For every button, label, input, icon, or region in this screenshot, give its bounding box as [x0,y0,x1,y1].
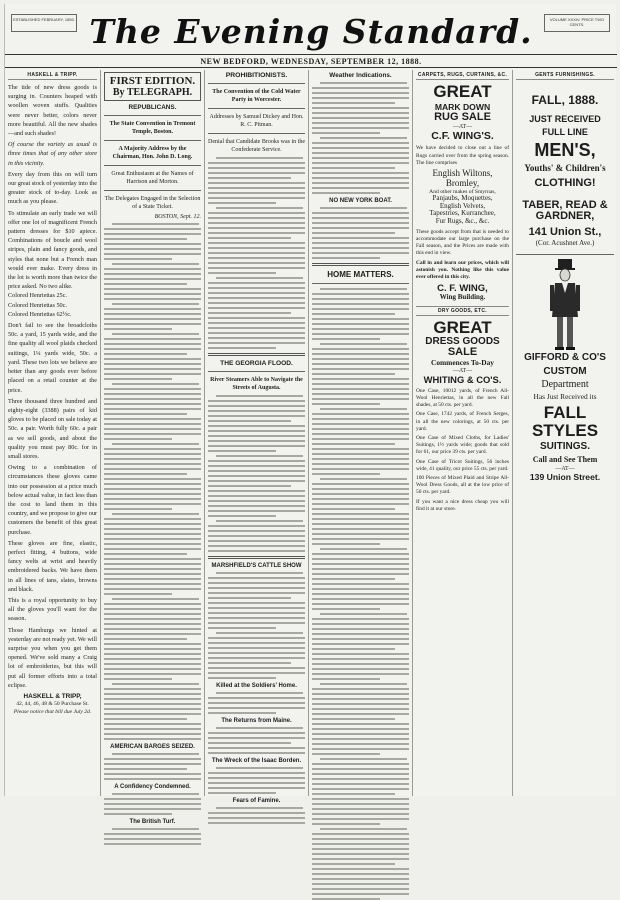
ad-store: GARDNER, [535,210,595,223]
ad-headline: GREAT [433,317,492,337]
ad-store: TABER, READ & [522,198,608,211]
section-heading: The Wreck of the Isaac Borden. [211,758,302,764]
ad-headline: Commences To-Day [430,357,495,367]
ad-at: —AT— [555,466,575,473]
tailoring-ad [516,353,614,482]
ad-at: —AT— [452,367,473,374]
section-heading: HOME MATTERS. [327,270,394,279]
ad-paragraph: Of course the variety as usual is three times that of any other store in this vicinity. [8,141,97,167]
ad-signature: C. F. WING, [437,283,488,295]
volume-box: VOLUME XXXIV. PRICE TWO CENTS. [544,14,610,32]
ad-headline: FULL LINE [542,127,588,138]
ad-store: GIFFORD & CO'S [524,352,606,364]
article-text [312,82,409,194]
column-first-edition [101,70,205,826]
ad-paragraph: Three thousand three hundred and eighty-eight (3388) pairs of kid gloves to be placed on sale today at 50c. a pair. Worth fully 60c. a pair as we sell goods, and about the quality you must pay 80c. for in small stores. [8,397,97,460]
section-heading: AMERICAN BARGES SEIZED. [110,744,195,751]
section-heading: REPUBLICANS. [128,104,177,112]
deck: A Majority Address by the Chairman, Hon. John D. Long. [112,146,193,161]
newspaper-page [4,4,616,826]
deck: The Convention of the Cold Water Party in Worcester. [212,89,301,103]
ad-note: Please notice that bill due July 2d. [13,709,92,715]
dress-goods-ad [416,319,509,513]
ad-item: One Case of Tricot Suitings, 56 inches wide, 41 quality, our price 55 cts. per yard. [416,458,509,472]
ad-paragraph: Every day from this on will turn our great stock of yesterday into the greater stock of to-day. Look as much as you please. [8,170,98,206]
ad-headline: CUSTOM [543,365,587,377]
section-heading: The Returns from Maine. [221,718,292,724]
clothing-ad [516,94,614,248]
ad-headline: Has Just Received its [533,392,597,402]
ad-item: One Case of Mixed Cloths, for Ladies' Suitings, 1½ yards wide; goods that sold for 61, our price 39 cts. per yard. [416,434,509,456]
first-edition-heading: FIRST EDITION. [109,75,196,87]
masthead [5,10,617,54]
established-box: ESTABLISHED FEBRUARY, 1850. [11,14,77,32]
ad-item: One Case, 10012 yards, of French All-Wool Henriettas, in all the new Fall shades, at 50 cts. per yard. [416,387,509,409]
ad-item: One Case, 1742 yards, of French Serges, in all the new colorings, at 50 cts. per yard. [416,411,509,432]
column-prohibitionists [205,70,309,804]
column-home-matters [309,70,413,796]
ad-headline: FALL [543,403,587,423]
ad-body: These goods accept from that is needed to accommodate our large purchase on the Fall season, and the Prices are made with this end in view. [416,228,509,257]
ad-headline: SUITINGS. [539,440,590,452]
section-heading: Weather Indications. [329,72,392,79]
newspaper-title: The Evening Standard. [89,12,533,51]
dateline [5,54,617,68]
ad-body: We have decided to close out a line of Rugs carried over from the spring season. The line comprises [416,145,509,166]
column-header: GENTS FURNISHINGS. [516,72,614,80]
ad-paragraph: These gloves are fine, elastic, perfect fitting, 4 buttons, wide fancy welts at wrist and heavily embroidered backs. We have them in all lines of tans, slates, browns and black. [8,539,97,593]
ad-address: 139 Union Street. [529,472,601,483]
rug-sale-ad [416,83,509,302]
ad-headline: CLOTHING! [534,177,596,190]
section-heading: Killed at the Soldiers' Home. [216,683,297,689]
ad-body: Call in and learn our prices, which will astonish you. Nothing like this value ever offered in this city. [416,259,509,280]
section-heading: PROHIBITIONISTS. [225,72,288,79]
ad-store: WHITING & CO'S. [423,373,502,385]
section-heading: The British Turf. [129,819,176,826]
ad-headline: SALE [447,346,478,359]
story-dateline: BOSTON, Sept. 12. [154,214,201,221]
edition-box [104,72,201,101]
rug-item: And other makes of Smyrnas, [429,188,496,195]
rug-item: Fur Rugs, &c., &c. [435,217,490,226]
ad-address: 42, 44, 46, 48 & 50 Purchase St. [16,701,89,707]
list-item: Colored Henriettas 62½c. [8,310,72,318]
ad-paragraph: Don't fail to see the broadcloths 50c. a yard, 15 yards wide, and the fine quality all wool plaids checked suitings, 1¼ yards wide, 50c. a yard. These two lots we believe are better than any goods ever before placed on a retail counter at the price. [8,322,97,394]
section-heading: MARSHFIELD'S CATTLE SHOW [211,563,302,569]
rug-item: English Velvets, [439,201,486,210]
columns [5,70,617,826]
column-header: CARPETS, RUGS, CURTAINS, &C. [417,72,508,78]
rug-item: Tapestries, Kurranchee, [429,209,496,218]
ad-headline: DRESS GOODS [425,335,500,347]
deck: River Steamers Able to Navigate the Streets of Augusta. [210,377,303,391]
ad-headline: MEN'S, [534,140,596,161]
section-heading: A Confidency Condemned. [114,784,191,791]
ad-headline: Youths' & Children's [524,163,606,174]
deck: Addresses by Samuel Dickey and Hon. R. C. Pitman. [209,114,304,128]
ad-paragraph: This is a royal opportunity to buy all the gloves you'll want for the season. [8,596,97,623]
article-text [208,157,305,349]
article-text [104,223,201,740]
ad-headline: GREAT [433,82,492,101]
ad-paragraph: To stimulate an early trade we will offer one lot of magnificent French pattern dresses for $10 apiece. Combinations of boucle and wool stripes, plain and fancy goods, and styles that none but a French man would ever make. Every dress in the lot is worth more than twice the price asked. No two alike. [8,209,97,291]
section-heading: THE GEORGIA FLOOD. [220,360,293,367]
ad-store: C.F. WING'S. [431,130,494,143]
ad-paragraph: The tide of new dress goods is surging in. Counters heaped with woollen woven stuffs. Qualities were never better, colors never more beautiful. All the new shades —and such shades! [8,84,97,138]
gentleman-figure-icon [547,259,583,351]
deck: The State Convention in Tremont Temple, Boston. [109,121,196,136]
column-header: DRY GOODS, ETC. [416,306,509,316]
section-heading: Fears of Famine. [232,798,281,804]
rug-item: English Wiltons, [432,168,493,179]
ad-headline: FALL, 1888. [531,93,599,107]
ad-paragraph: Those Hamburgs we hinted at yesterday are not ready yet. We will surprise you when you get them opened. We've sold many a Craig lot of embroideries, but this will put all former efforts into a total eclipse. [8,626,97,689]
column-dry-goods-ads [413,70,513,796]
ad-headline: MARK DOWN [434,101,491,112]
ad-signature: HASKELL & TRIPP, [23,693,82,700]
list-item: Colored Henriettas 25c. [8,292,67,300]
column-haskell-tripp [5,70,101,796]
rug-item: Panjaubs, Moquettes, [432,193,493,202]
ad-paragraph: Owing to a combination of circumstances these gloves came into our possession at a price much below actual value, in fact less than the cost to land them in this country, and we propose to give our customers the benefit of this great purchase. [8,464,97,536]
deck: Denial that Candidate Brooks was in the Confederate Service. [208,139,305,153]
list-item: Colored Henriettas 50c. [8,301,67,309]
column-gents-furnishings [513,70,617,796]
column-header: HASKELL & TRIPP. [8,72,97,80]
ad-headline: Call and See Them [532,455,598,465]
ad-at: —AT— [452,124,473,131]
ad-item: 100 Pieces of Mixed Plaid and Stripe All-Wool Dress Goods, all at the low price of 50 cts. per yard. [416,474,509,496]
ad-headline: Department [541,379,589,391]
dateline-date: WEDNESDAY, SEPTEMBER 12, 1888. [270,56,422,66]
section-heading: NO NEW YORK BOAT. [329,198,392,204]
ad-item: If you want a nice dress cheap you will find it at our store. [416,498,509,512]
deck: Great Enthusiasm at the Names of Harrison and Morton. [111,171,194,186]
ad-note: (Cor. Acushnet Ave.) [535,239,595,248]
ad-headline: RUG SALE [434,110,491,123]
ad-address: 141 Union St., [528,225,602,238]
telegraph-heading: By TELEGRAPH. [112,87,193,99]
deck: The Delegates Engaged in the Selection of a State Ticket. [104,196,201,211]
ad-signature: Wing Building. [439,293,486,302]
rug-item: Bromley, [445,177,480,188]
dateline-city: NEW BEDFORD, [200,56,269,66]
ad-headline: STYLES [531,421,599,441]
ad-headline: JUST RECEIVED [529,113,601,124]
